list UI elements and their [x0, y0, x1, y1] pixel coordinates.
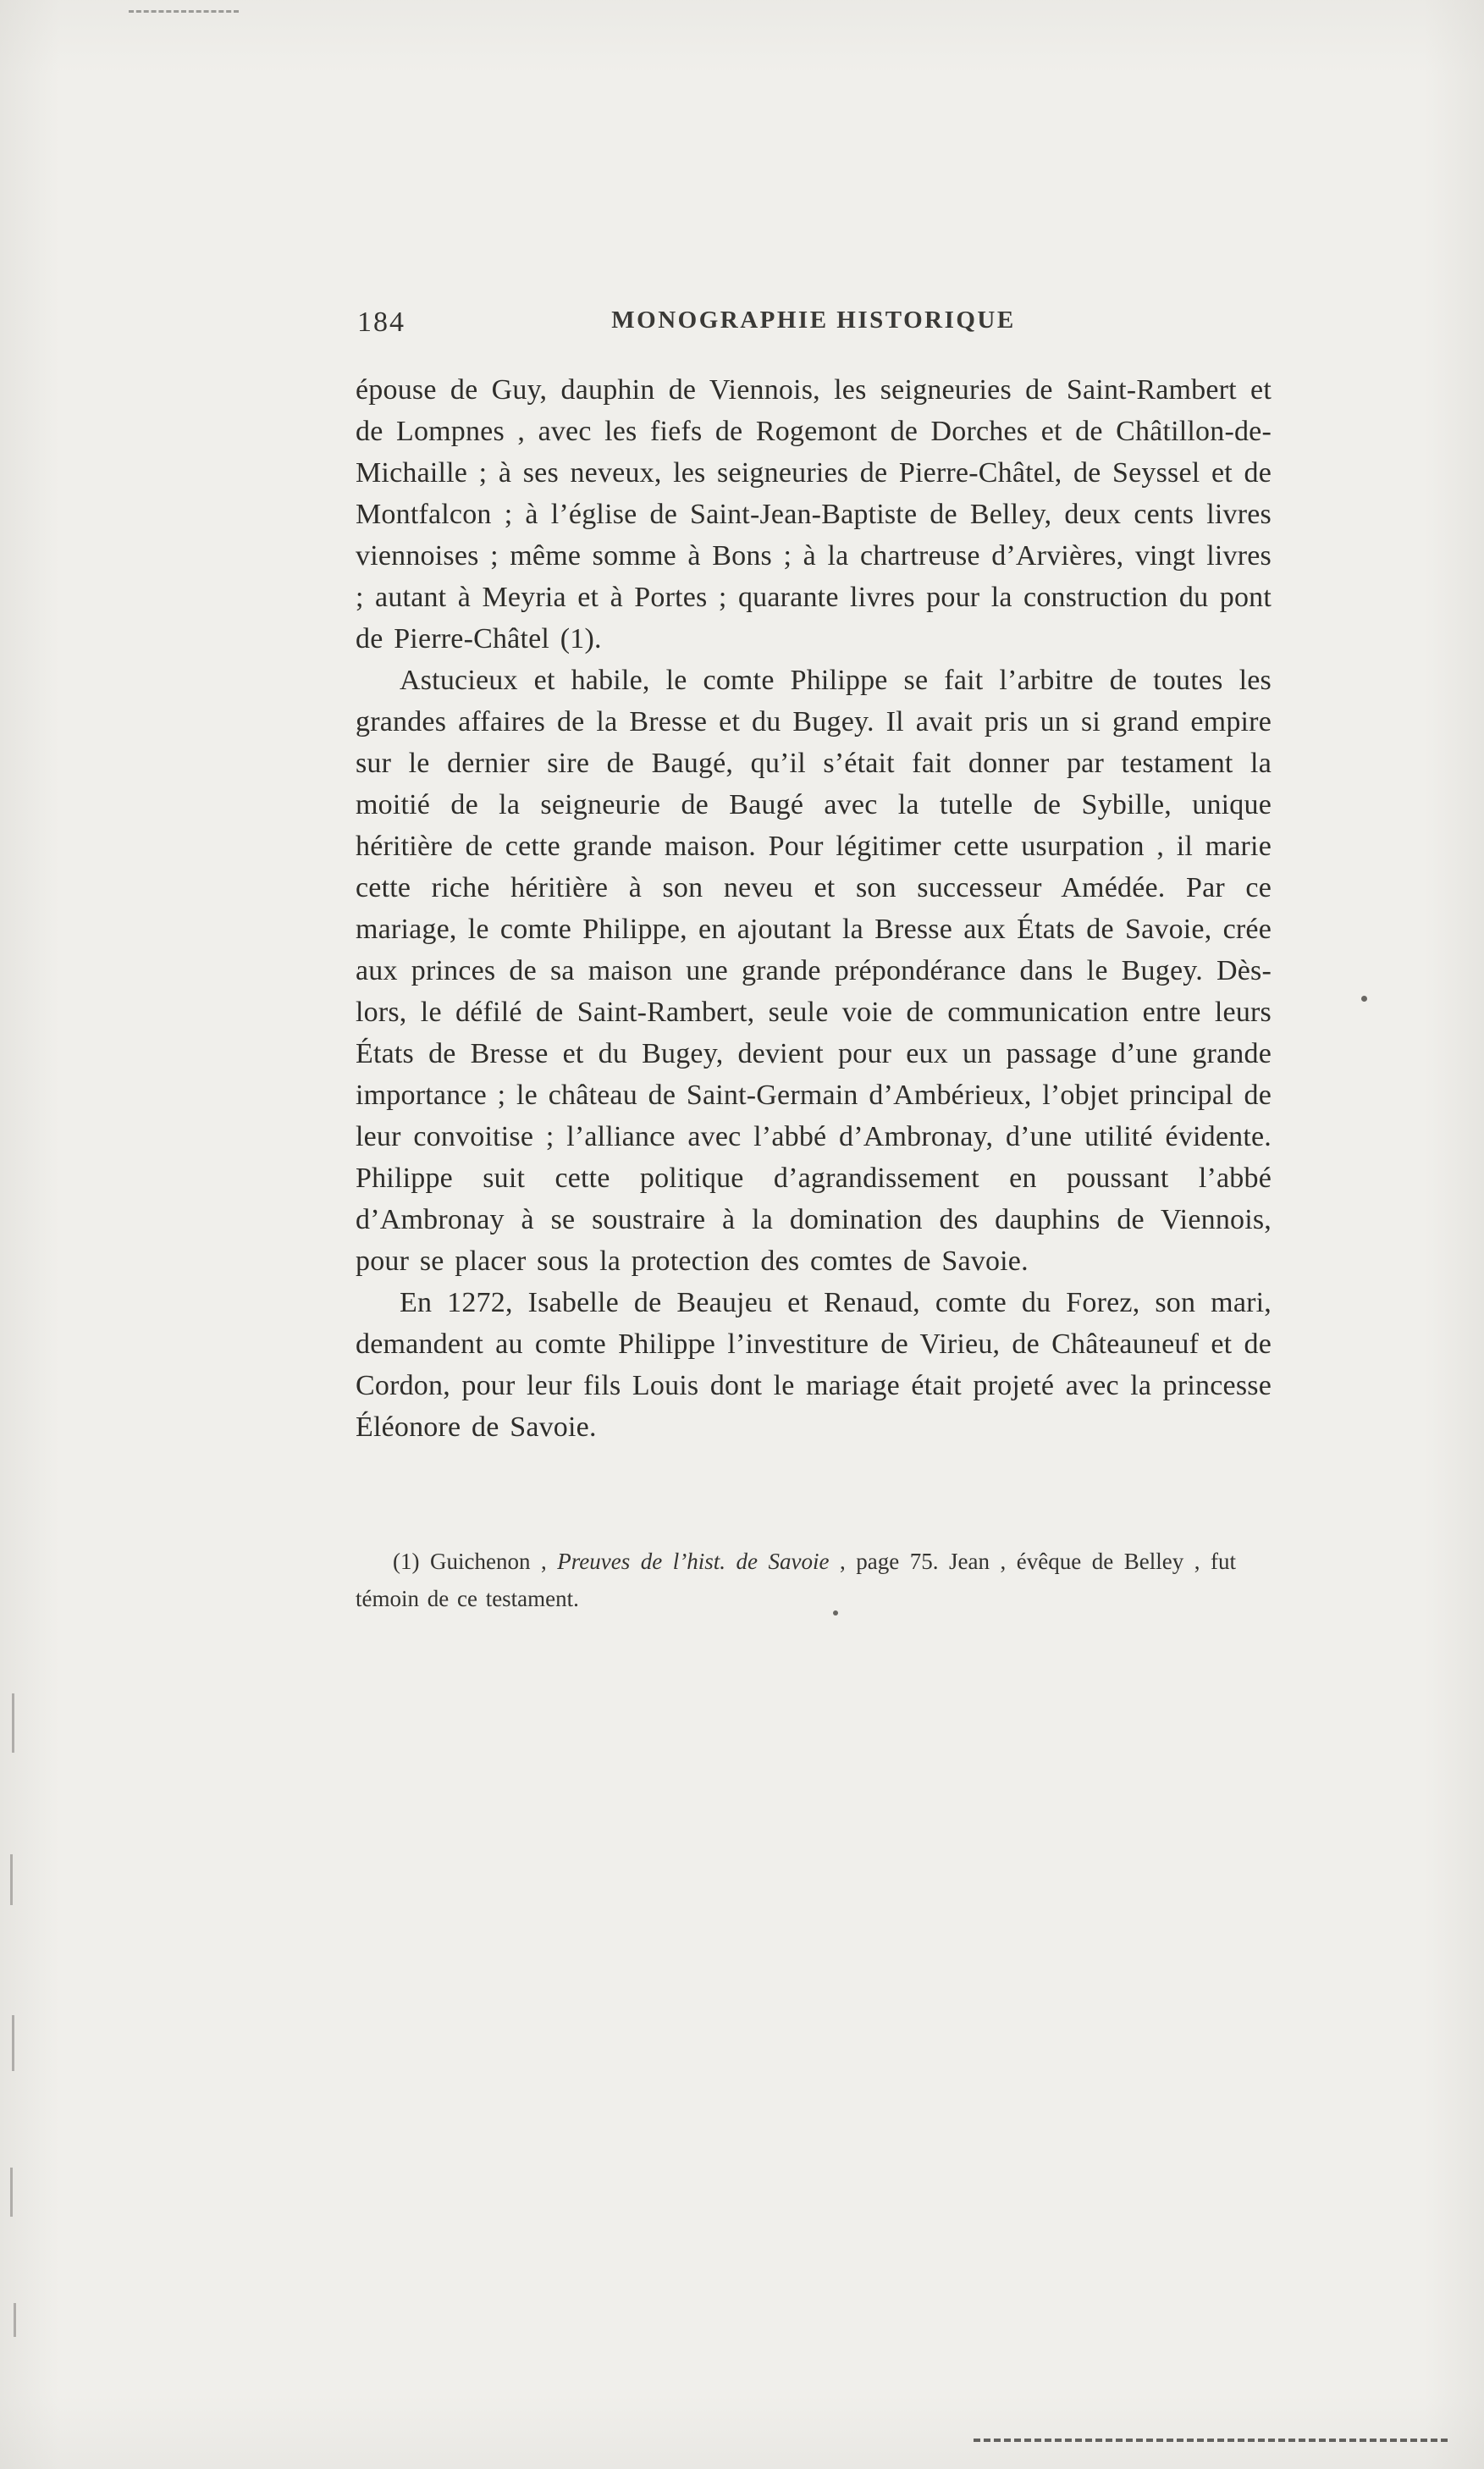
page-number: 184: [357, 307, 405, 338]
body-paragraph: épouse de Guy, dauphin de Viennois, les seigneuries de Saint-Rambert et de Lompnes , avec les fiefs de Rogemont de Dorches et de Châtillon-de-Michaille ; à ses neveux, les seigneuries de Pierre-Châtel, de Seyssel et de Montfalcon ; à l’église de Saint-Jean-Baptiste de Belley, deux cents livres viennoises ; même somme à Bons ; à la chartreuse d’Arvières, vingt livres ; autant à Meyria et à Portes ; quarante livres pour la construction du pont de Pierre-Châtel (1).: [356, 374, 1272, 655]
running-title: MONOGRAPHIE HISTORIQUE: [611, 307, 1016, 334]
scan-artifact-left-tick: [10, 1854, 13, 1905]
body-paragraph: Astucieux et habile, le comte Philippe se fait l’arbitre de toutes les grandes affaires de la Bresse et du Bugey. Il avait pris un si grand empire sur le dernier sire de Baugé, qu’il s’était fait donner par testament la moitié de la seigneurie de Baugé avec la tutelle de Sybille, unique héritière de cette grande maison. Pour légitimer cette usurpation , il marie cette riche héritière à son neveu et son successeur Amédée. Par ce mariage, le comte Philippe, en ajoutant la Bresse aux États de Savoie, crée aux princes de sa maison une grande prépondérance dans le Bugey. Dès-lors, le défilé de Saint-Rambert, seule voie de communication entre leurs États de Bresse et du Bugey, devient pour eux un passage d’une grande importance ; le château de Saint-Germain d’Ambérieux, l’objet principal de leur convoitise ; l’alliance avec l’abbé d’Ambronay, d’une utilité évidente. Philippe suit cette politique d’agrandissement en poussant l’abbé d’Ambronay à se soustraire à la domination des dauphins de Viennois, pour se placer sous la protection des comtes de Savoie.: [356, 665, 1272, 1277]
footnote-text-end: , page 75. Jean , évêque de Belley , fut témoin de ce testament.: [356, 1549, 1236, 1611]
scan-artifact-left-tick: [12, 1693, 14, 1753]
body-paragraph: En 1272, Isabelle de Beaujeu et Renaud, comte du Forez, son mari, demandent au comte Philippe l’investiture de Virieu, de Châteauneuf et de Cordon, pour leur fils Louis dont le mariage était projeté avec la princesse Éléonore de Savoie.: [356, 1287, 1272, 1443]
scan-artifact-dot: [1361, 996, 1367, 1002]
text-block: [356, 307, 1272, 1617]
scan-artifact-top-dashes: [129, 10, 239, 13]
footnote-work-title: Preuves de l’hist. de Savoie: [557, 1549, 830, 1574]
footnote-text-start: (1) Guichenon ,: [393, 1549, 558, 1574]
body-text: [356, 369, 1272, 1448]
scan-artifact-left-tick: [14, 2303, 16, 2337]
scan-artifact-left-tick: [10, 2168, 13, 2217]
scan-artifact-bottom-dashes: [974, 2439, 1448, 2442]
footnote: [356, 1543, 1236, 1617]
scan-artifact-left-tick: [12, 2015, 14, 2071]
page-header: [356, 307, 1272, 351]
